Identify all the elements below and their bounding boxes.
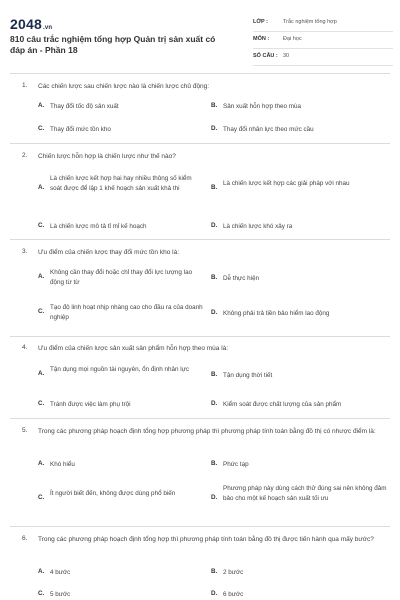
option-text: 5 bước: [50, 591, 71, 598]
question-number: 6.: [22, 535, 28, 542]
option-label: B.: [211, 371, 218, 378]
option-label: C.: [38, 400, 45, 407]
option-label: A.: [38, 568, 45, 575]
question-text: Trong các phương pháp hoạch định tổng hợp phương pháp thì phương pháp tính toán bằng đồ thị có nhược điểm là:: [38, 428, 376, 435]
question-text: Trong các phương pháp hoạch định tổng hợp thì phương pháp tính toán bằng đồ thị được tiến hành qua mấy bước?: [38, 536, 374, 543]
logo-tld: .vn: [42, 25, 53, 31]
option-text: Phương pháp này dùng cách thử đúng sai nên không đảm bảo cho một kế hoạch sản xuất tối ưu: [223, 485, 387, 502]
option-text: Thay đổi tốc độ sản xuất: [50, 103, 119, 110]
option-text: Ít người biết đến, không được dùng phổ biến: [50, 490, 176, 497]
option-label: D.: [211, 125, 218, 132]
document-title: 810 câu trắc nghiệm tổng hợp Quản trị sản xuất có đáp án - Phần 18: [10, 34, 216, 55]
option-label: A.: [38, 184, 45, 191]
option-label: D.: [211, 309, 218, 316]
option-text: Khó hiểu: [50, 461, 75, 468]
question-divider: [10, 239, 390, 240]
option-label: D.: [211, 590, 218, 597]
option-label: D.: [211, 400, 218, 407]
logo-text: 2048: [10, 16, 42, 32]
option-label: D.: [211, 222, 218, 229]
option-text: Là chiến lược kết hợp hai hay nhiều thông số kiểm soát được để lập 1 khế hoạch sản xuất khả thi: [50, 175, 192, 192]
option-text: Phức tạp: [223, 461, 249, 468]
question-divider: [10, 336, 390, 337]
meta-value: Trắc nghiệm tổng hợp: [283, 19, 337, 25]
option-text: Tạo độ linh hoạt nhịp nhàng cao cho đầu ra của doanh nghiệp: [50, 304, 203, 321]
option-text: Tận dụng mọi nguồn tài nguyên, ổn định nhân lực: [50, 366, 189, 373]
option-label: C.: [38, 308, 45, 315]
option-label: C.: [38, 125, 45, 132]
meta-value: Đại học: [283, 36, 302, 42]
option-label: A.: [38, 273, 45, 280]
question-text: Chiến lược hỗn hợp là chiến lược như thế nào?: [38, 153, 176, 160]
option-label: D.: [211, 494, 218, 501]
meta-key: LỚP :: [253, 19, 268, 25]
option-text: Tận dụng thời tiết: [223, 372, 273, 379]
option-text: Không phải trả tiền bảo hiểm lao động: [223, 310, 330, 317]
option-label: A.: [38, 102, 45, 109]
header-divider: [10, 73, 390, 74]
option-text: Thay đổi mức tồn kho: [50, 126, 111, 133]
option-text: Thay đổi nhân lực theo mức cầu: [223, 126, 314, 133]
option-text: 4 bước: [50, 569, 71, 576]
document-meta: [253, 15, 393, 66]
question-divider: [10, 526, 390, 527]
option-label: B.: [211, 274, 218, 281]
meta-row-class: [253, 15, 393, 32]
option-label: C.: [38, 494, 45, 501]
document-header: [0, 0, 400, 72]
question-number: 2.: [22, 152, 28, 159]
option-label: B.: [211, 460, 218, 467]
option-label: A.: [38, 370, 45, 377]
option-label: C.: [38, 222, 45, 229]
option-text: Là chiến lược mô tả tỉ mỉ kế hoạch: [50, 223, 147, 230]
option-text: Sản xuất hỗn hợp theo mùa: [223, 103, 301, 110]
option-text: Là chiến lược kết hợp các giải pháp với nhau: [223, 180, 350, 187]
option-text: Dễ thực hiện: [223, 275, 260, 282]
question-number: 3.: [22, 248, 28, 255]
option-text: Tránh được việc làm phụ trội: [50, 401, 131, 408]
question-number: 5.: [22, 427, 28, 434]
meta-row-count: [253, 49, 393, 66]
question-text: Các chiến lược sau chiến lược nào là chiến lược chủ động:: [38, 83, 210, 90]
site-logo[interactable]: [10, 16, 52, 32]
option-label: C.: [38, 590, 45, 597]
option-label: B.: [211, 184, 218, 191]
question-divider: [10, 143, 390, 144]
option-text: Không cần thay đổi hoặc chỉ thay đổi lực lượng lao động từ từ: [50, 269, 193, 286]
option-text: 2 bước: [223, 569, 244, 576]
option-label: B.: [211, 568, 218, 575]
question-text: Ưu điểm của chiến lược thay đổi mức tồn kho là:: [38, 249, 179, 256]
option-text: Là chiến lược khó xảy ra: [223, 223, 293, 230]
option-label: B.: [211, 102, 218, 109]
meta-key: MÔN :: [253, 36, 270, 42]
meta-row-subject: [253, 32, 393, 49]
question-text: Ưu điểm của chiến lược sản xuất sản phẩm hỗn hợp theo mùa là:: [38, 345, 229, 352]
question-divider: [10, 418, 390, 419]
question-number: 1.: [22, 82, 28, 89]
question-number: 4.: [22, 344, 28, 351]
option-label: A.: [38, 460, 45, 467]
option-text: 6 bước: [223, 591, 244, 598]
option-text: Kiểm soát được chất lượng của sản phẩm: [223, 401, 342, 408]
meta-value: 30: [283, 53, 290, 59]
meta-key: SỐ CÂU :: [253, 53, 278, 59]
